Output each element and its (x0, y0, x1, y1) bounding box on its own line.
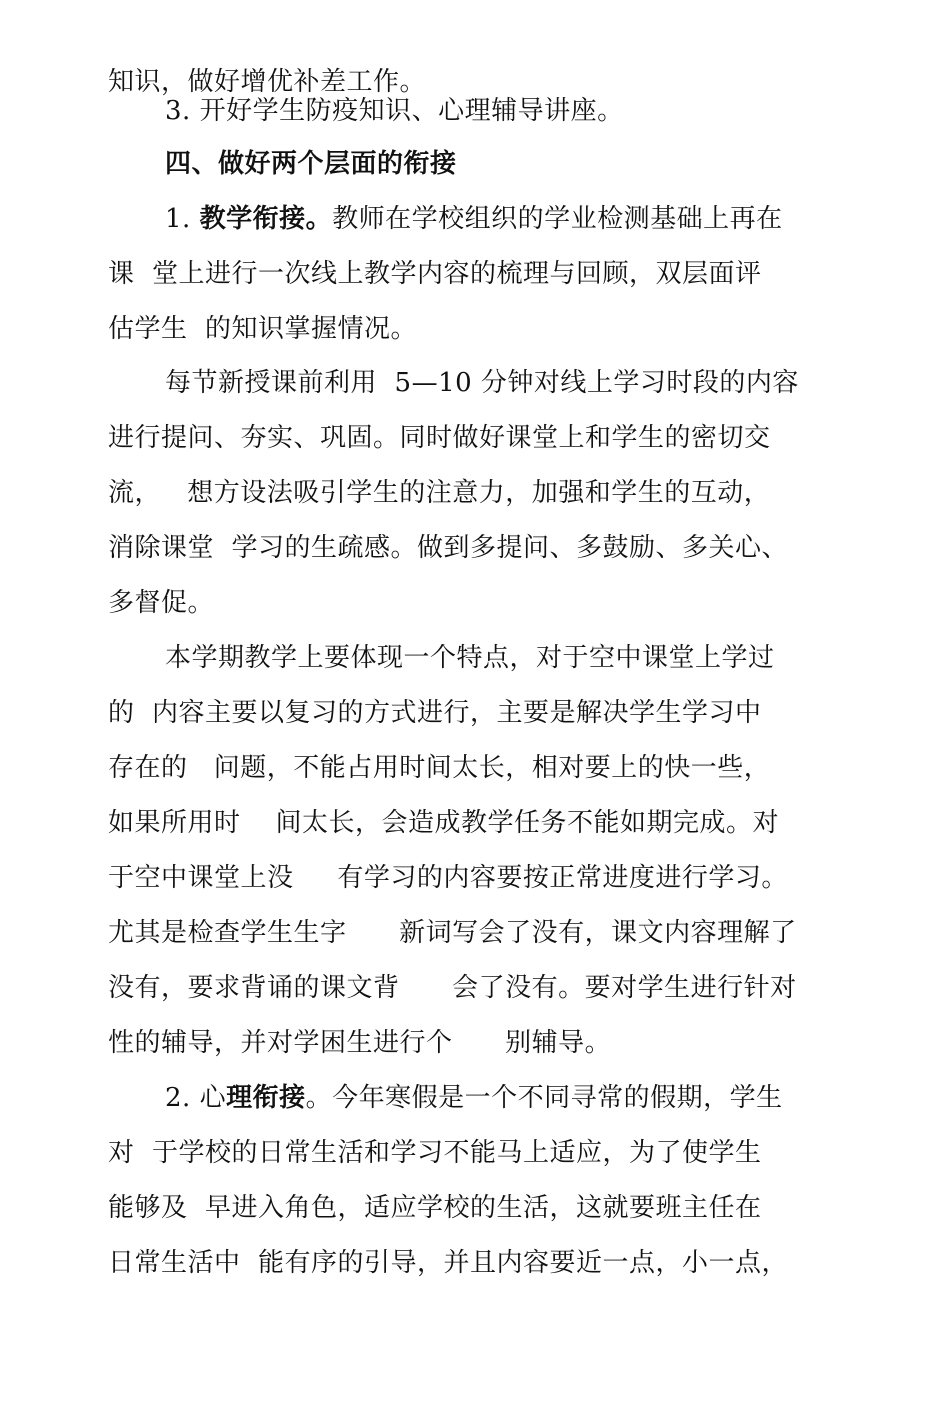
text-line-22: 能够及 早进入角色，适应学校的生活，这就要班主任在 (108, 1193, 762, 1223)
section-heading: 四、做好两个层面的衔接 (165, 149, 457, 179)
list-item-psychology (165, 1082, 783, 1114)
text-line-17: 尤其是检查学生生字 新词写会了没有，课文内容理解了 (108, 918, 797, 948)
list-item-3: 3. 开好学生防疫知识、心理辅导讲座。 (165, 96, 624, 126)
text-line-10: 消除课堂 学习的生疏感。做到多提问、多鼓励、多关心、 (108, 533, 789, 563)
item-number: 1. (165, 204, 200, 234)
text-line-7: 每节新授课前利用 5—10 分钟对线上学习时段的内容 (165, 368, 799, 398)
text-line-11: 多督促。 (108, 588, 215, 618)
text-line-9: 流， 想方设法吸引学生的注意力，加强和学生的互动， (108, 478, 771, 508)
list-item-teaching (165, 203, 783, 235)
text-line-14: 存在的 问题，不能占用时间太长，相对要上的快一些， (108, 753, 771, 783)
item-title: 理衔接 (226, 1083, 306, 1113)
text-line-1: 知识，做好增优补差工作。 (108, 67, 427, 97)
item-text: 教师在学校组织的学业检测基础上再在 (332, 204, 783, 234)
text-line-5: 课 堂上进行一次线上教学内容的梳理与回顾，双层面评 (108, 259, 762, 289)
text-line-19: 性的辅导，并对学困生进行个 别辅导。 (108, 1028, 612, 1058)
item-title: 教学衔接。 (199, 204, 333, 234)
text-line-8: 进行提问、夯实、巩固。同时做好课堂上和学生的密切交 (108, 423, 771, 453)
text-line-16: 于空中课堂上没 有学习的内容要按正常进度进行学习。 (108, 863, 788, 893)
text-line-23: 日常生活中 能有序的引导，并且内容要近一点，小一点， (108, 1248, 789, 1278)
text-line-15: 如果所用时 间太长，会造成教学任务不能如期完成。对 (108, 808, 780, 838)
text-line-21: 对 于学校的日常生活和学习不能马上适应，为了使学生 (108, 1138, 762, 1168)
text-line-12: 本学期教学上要体现一个特点，对于空中课堂上学过 (165, 643, 775, 673)
item-number: 2. 心 (165, 1083, 227, 1113)
item-text: 。今年寒假是一个不同寻常的假期，学生 (305, 1083, 783, 1113)
text-line-6: 估学生 的知识掌握情况。 (108, 314, 418, 344)
text-line-18: 没有，要求背诵的课文背 会了没有。要对学生进行针对 (108, 973, 797, 1003)
text-line-13: 的 内容主要以复习的方式进行，主要是解决学生学习中 (108, 698, 762, 728)
